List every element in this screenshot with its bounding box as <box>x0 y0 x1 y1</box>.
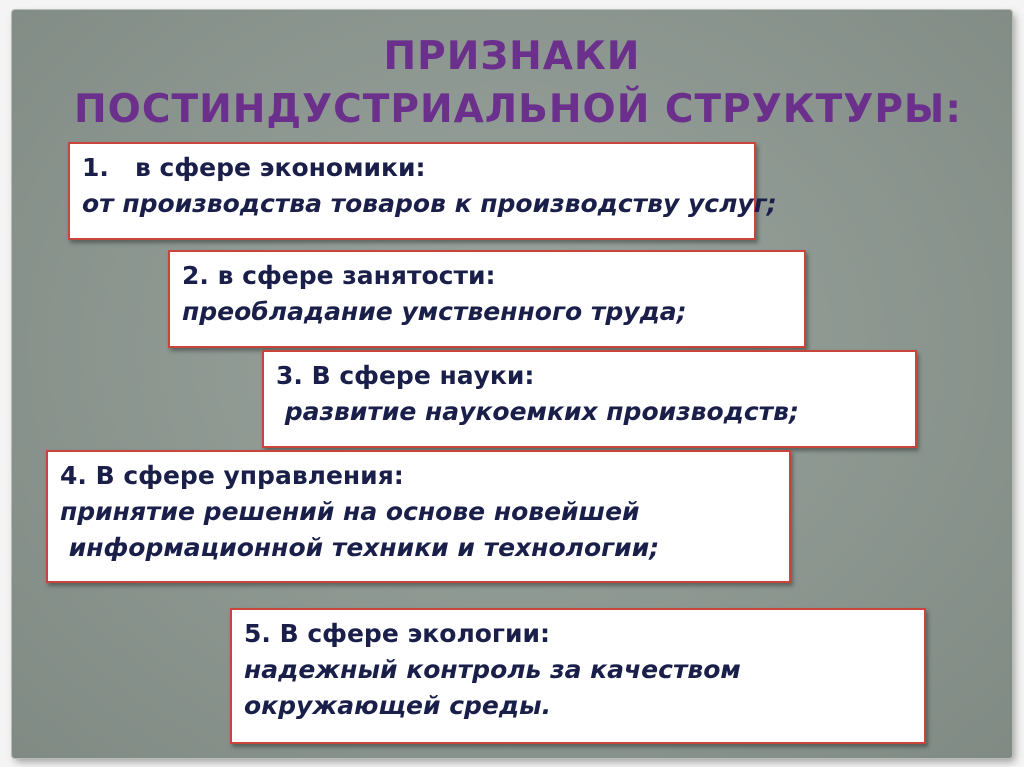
feature-card-management <box>46 450 791 583</box>
card-text-line-1: принятие решений на основе новейшей <box>60 497 640 526</box>
feature-card-economy <box>68 142 777 240</box>
card-heading: 4. В сфере управления: <box>60 461 404 490</box>
card-heading: 2. в сфере занятости: <box>182 261 496 290</box>
slide-title-line-1: ПРИЗНАКИ <box>383 34 641 79</box>
card-text: преобладание умственного труда; <box>182 297 687 326</box>
feature-card-science <box>262 350 917 448</box>
card-heading: 5. В сфере экологии: <box>244 619 551 648</box>
card-text-line-2: информационной техники и технологии; <box>60 533 660 562</box>
card-heading: 1. в сфере экономики: <box>82 153 426 182</box>
card-heading: 3. В сфере науки: <box>276 361 535 390</box>
card-text-line-2: окружающей среды. <box>244 691 552 720</box>
card-text: от производства товаров к производству услуг; <box>82 189 777 218</box>
feature-card-ecology <box>230 608 926 744</box>
feature-card-employment <box>168 250 806 348</box>
card-text: развитие наукоемких производств; <box>276 397 799 426</box>
slide <box>12 10 1012 758</box>
card-text-line-1: надежный контроль за качеством <box>244 655 741 684</box>
slide-title-line-2: ПОСТИНДУСТРИАЛЬНОЙ СТРУКТУРЫ: <box>74 87 962 132</box>
